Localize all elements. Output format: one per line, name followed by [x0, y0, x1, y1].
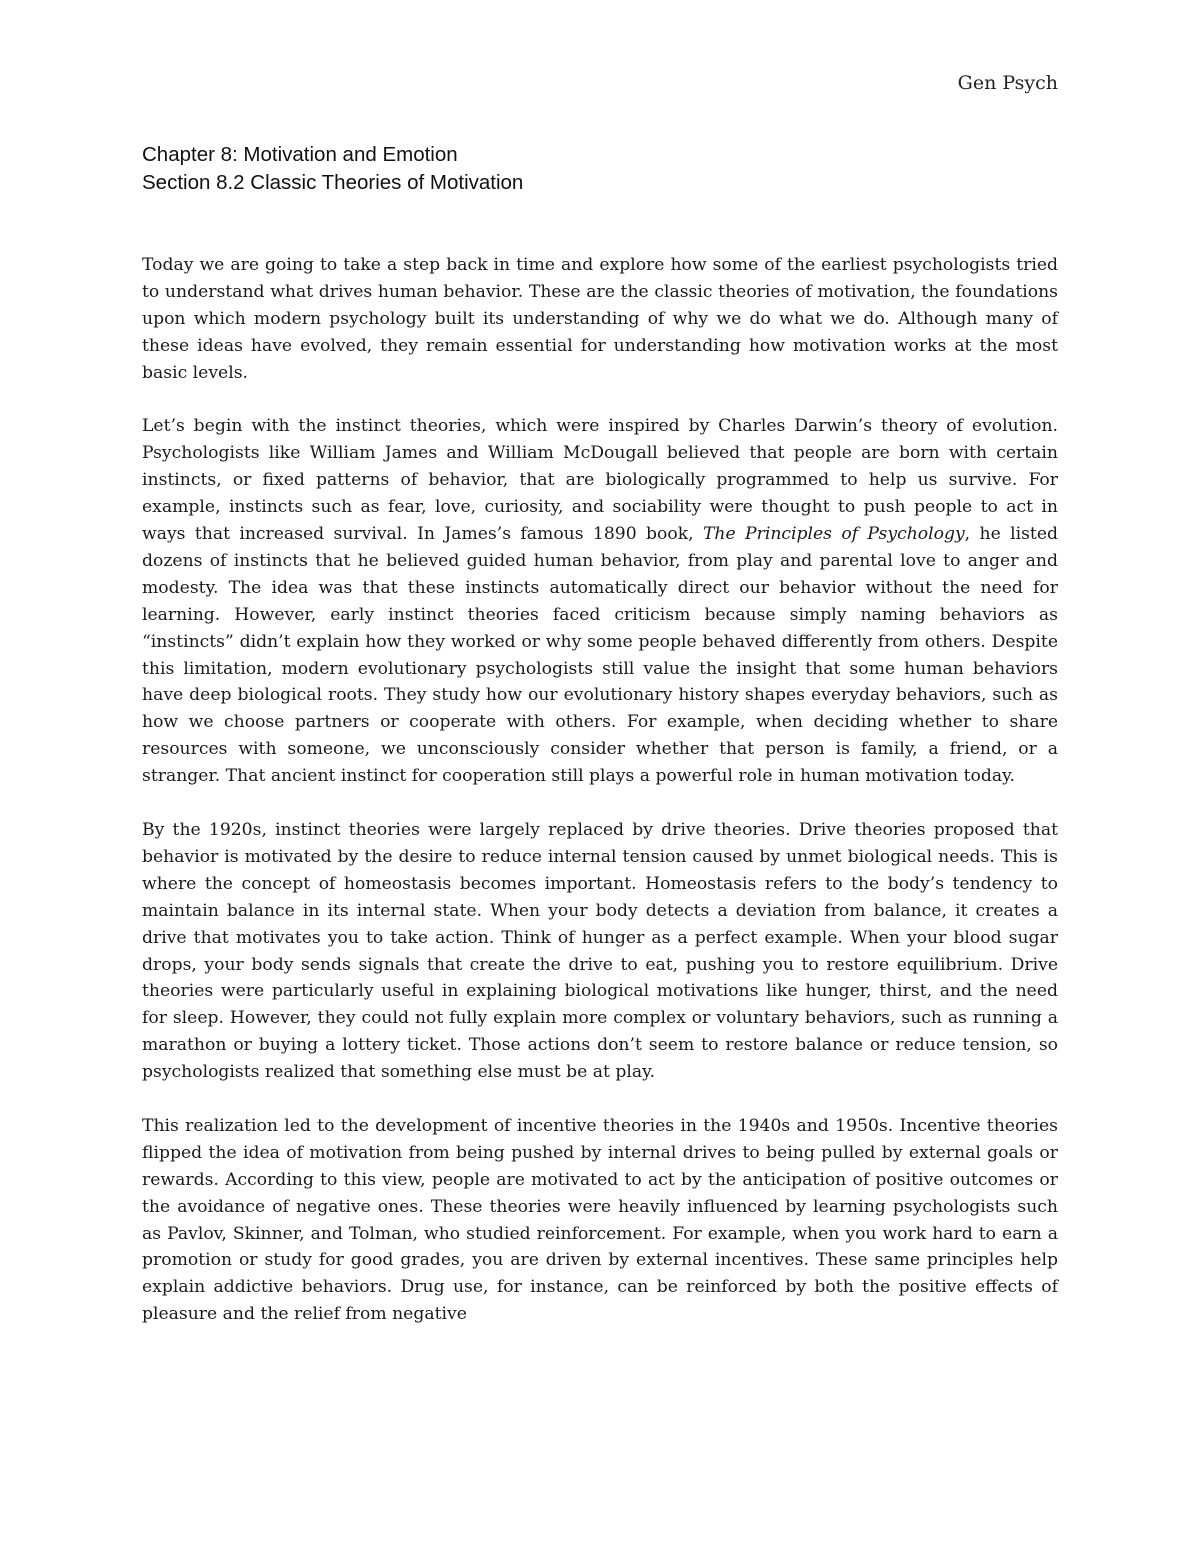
- book-title: The Principles of Psychology: [702, 524, 965, 545]
- title-block: [142, 141, 523, 197]
- paragraph-intro: Today we are going to take a step back in time and explore how some of the earliest psychologists tried to understand what drives human behavior. These are the classic theories of motivation, the foundations upon which modern psychology built its understanding of why we do what we do. Although many of these ideas have evolved, they remain essential for understanding how motivation works at the most basic levels.: [142, 255, 1058, 383]
- running-header: Gen Psych: [957, 72, 1058, 94]
- body-text: [142, 252, 1058, 1355]
- paragraph-text: Let’s begin with the instinct theories, which were inspired by Charles Darwin’s theory of evolution. Psychologists like William James and William McDougall believed that people are born with certain instincts, or fixed patterns of behavior, that are biologically programmed to help us survive. For example, instincts such as fear, love, curiosity, and sociability were thought to push people to act in ways that increased survival. In James’s famous 1890 book,: [142, 416, 1058, 545]
- paragraph-incentive-theories: This realization led to the development of incentive theories in the 1940s and 1950s. Incentive theories flipped the idea of motivation from being pushed by internal drives to being pulled by external goals or rewards. According to this view, people are motivated to act by the anticipation of positive outcomes or the avoidance of negative ones. These theories were heavily influenced by learning psychologists such as Pavlov, Skinner, and Tolman, who studied reinforcement. For example, when you work hard to earn a promotion or study for good grades, you are driven by external incentives. These same principles help explain addictive behaviors. Drug use, for instance, can be reinforced by both the positive effects of pleasure and the relief from negative: [142, 1115, 1058, 1325]
- paragraph-instinct-theories: [142, 413, 1058, 790]
- paragraph-text: , he listed dozens of instincts that he believed guided human behavior, from play and parental love to anger and modesty. The idea was that these instincts automatically direct our behavior without the need for learning. However, early instinct theories faced criticism because simply naming behaviors as “instincts” didn’t explain how they worked or why some people behaved differently from others. Despite this limitation, modern evolutionary psychologists still value the insight that some human behaviors have deep biological roots. They study how our evolutionary history shapes everyday behaviors, such as how we choose partners or cooperate with others. For example, when deciding whether to share resources with someone, we unconsciously consider whether that person is family, a friend, or a stranger. That ancient instinct for cooperation still plays a powerful role in human motivation today.: [142, 524, 1058, 787]
- chapter-title: Chapter 8: Motivation and Emotion: [142, 143, 458, 166]
- paragraph-drive-theories: By the 1920s, instinct theories were largely replaced by drive theories. Drive theories proposed that behavior is motivated by the desire to reduce internal tension caused by unmet biological needs. This is where the concept of homeostasis becomes important. Homeostasis refers to the body’s tendency to maintain balance in its internal state. When your body detects a deviation from balance, it creates a drive that motivates you to take action. Think of hunger as a perfect example. When your blood sugar drops, your body sends signals that create the drive to eat, pushing you to restore equilibrium. Drive theories were particularly useful in explaining biological motivations like hunger, thirst, and the need for sleep. However, they could not fully explain more complex or voluntary behaviors, such as running a marathon or buying a lottery ticket. Those actions don’t seem to restore balance or reduce tension, so psychologists realized that something else must be at play.: [142, 820, 1058, 1083]
- section-title: Section 8.2 Classic Theories of Motivation: [142, 171, 524, 194]
